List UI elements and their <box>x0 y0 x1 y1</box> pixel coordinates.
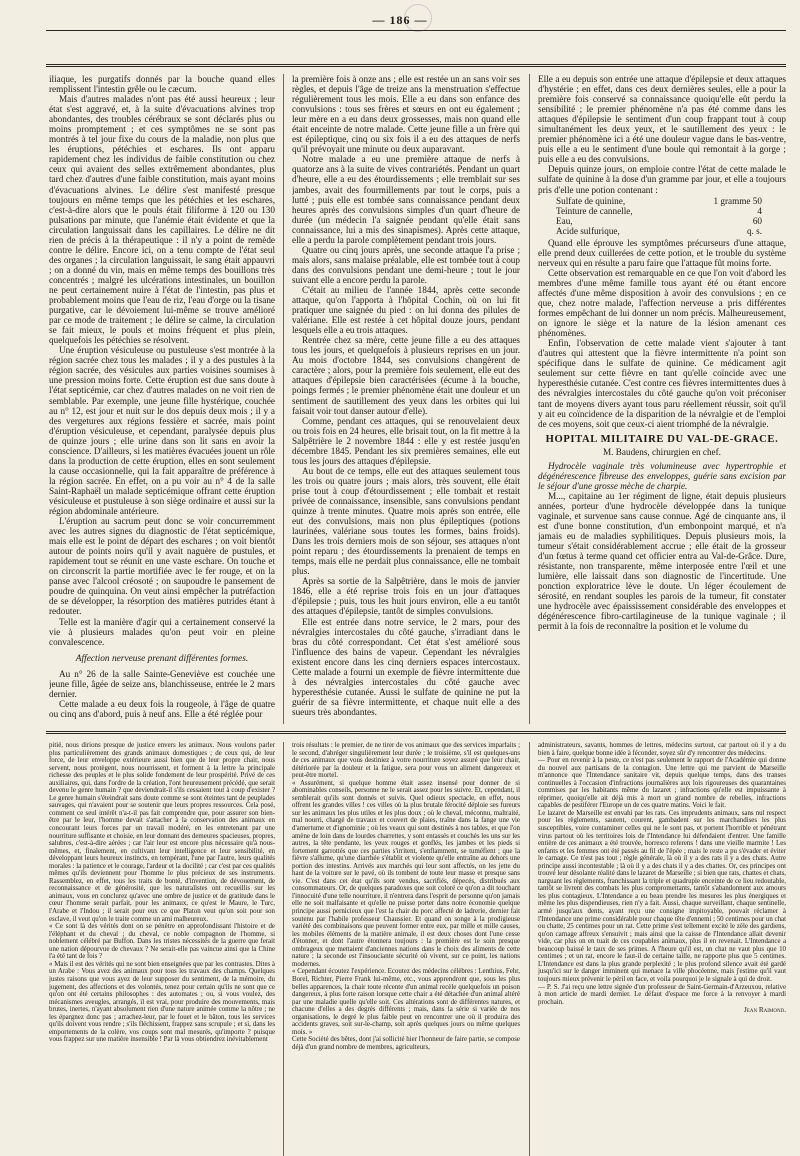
prescription-table <box>538 196 786 236</box>
column-separator <box>283 74 284 724</box>
paragraph: M..., capitaine au 1er régiment de ligne, était depuis plusieurs années, porteur d'une hydrocèle développée dans la tunique vaginale, et survenue sans cause connue. Agé de cinquante ans, il est d'une bonne constitution, d'un embonpoint marqué, et n'a jamais eu de maladies syphilitiques. Depuis plusieurs mois, la tumeur s'était considérablement accrue ; elle était de la grosseur d'un fœtus à terme quand cet officier entra au Val-de-Grâce. Dure, résistante, non transparente, même interposée entre l'œil et une lumière, elle laissait dans son diagnostic de l'incertitude. Une ponction exploratrice lève le doute. Un léger écoulement de sérosité, en rendant souples les parois de la tumeur, fit constater une hydrocèle avec épaississement considérable des enveloppes et dégénérescence fibro-cartilagineuse de la tunique vaginale ; il permit à la fois de reconnaître la position et le volume du <box>538 490 786 632</box>
quantity: q. s. <box>746 225 762 236</box>
paragraph: Rentrée chez sa mère, cette jeune fille a eu des attaques tous les jours, et quelquefois à plusieurs reprises en un jour. Au mois d'octobre 1844, ses convulsions changèrent de caractère ; alors, pour la première fois seulement, elle eut des attaques d'épilepsie bien caractérisées (écume à la bouche, poings fermés ; le premier phénomène était une douleur et un sentiment de sautillement des yeux dans les orbites qui lui faisait voir tout danser autour d'elle). <box>292 335 520 416</box>
feuilleton-text: pitié, nous dirions presque de justice envers les animaux. Nous voulons parler plus particulièrement des grands animaux domestiques ; de ceux qui, de leur force, de leur enveloppe extérieure aussi bien que de leur propre chair, nous servent, nous protègent, nous nourrissent, et forment à la lettre la principale richesse des peuples et le plus solide fondement de leur prospérité. Privé de ces auxiliaires, qui, dans l'ordre de la création, l'ont heureusement précédé, que serait devenu le genre humain ? que deviendrait-il s'ils cessaient tout à coup d'exister ? Le genre humain s'éteindrait sans doute comme se sont éteintes tant de peuplades sauvages, qui n'avaient pour se soutenir que leurs propres ressources. Cela posé, comment ce seul intérêt n'a-t-il pas fait comprendre que, pour assurer son bien-être par le leur, l'homme devait s'attacher à la conservation des animaux en concourant leurs forces par un travail modéré, en les entretenant par une nourriture suffisante et choisie, en leur donnant des demeures spacieuses, propres, salubres, c'est-à-dire aérées ; car l'air leur est encore plus nécessaire qu'à nous-mêmes, et, finalement, en cultivant leur intelligence et leur sensibilité, en développant leurs heureux instincts, en tempérant, l'une par l'autre, leurs qualités morales : la patience et le courage, l'ardeur et la docilité ; car c'est par ces qualités mêmes qu'ils deviennent pour l'homme le plus précieux de ses instruments. Rassemblez, en effet, tous les traits de bonté, d'invention, de dévouement, de reconnaissance et de générosité, que les naturalistes ont recueillis sur les animaux, vous en conclurez qu'avec une ombre de justice et de gratitude dans le cœur l'homme serait parfait, pour les animaux, ce qu'est le Maure, le Turc, l'Arabe et l'Indou ; il serait pour eux ce que Platon veut qu'on soit pour son esclave, il veut qu'on le traite comme un ami malheureux. « Ce sont là des vérités dont on se pénètre en approfondissant l'histoire et de l'éléphant et du cheval ; du cheval, ce noble compagnon de l'homme, si noblement célébré par Buffon. Dans les tristes nécessités de la guerre que ferait une nation dépourvue de chevaux ? Ne serait-elle pas vaincue ainsi que la Chine l'a été tant de fois ? « Mais il est des vérités qui ne sont bien enseignées que par les contrastes. Dites à un Arabe : Vous avez des animaux pour tous les travaux des champs. Quelques justes raisons que vous ayez de leur supposer du sentiment, de la mémoire, du jugement, des affections et des volontés, tenez pour certain qu'ils ne sont que ce qu'on ont été certains philosophes : des automates ; ou, si vous voulez, des mécanismes aveugles, arrangés, il est vrai, pour produire des mouvements, mais brutes, inertes, n'ayant absolument rien d'une nature animée comme la nôtre ; ne les épargnez donc pas ; arrachez-leur, par le fouet et le bâton, tous les services qu'ils doivent vous rendre ; s'ils fléchissent, frappez sans scrupule ; et si, dans les emportements de la colère, vos coups sont mal mesurés, qu'importe ? puisque vous frappez sur une matière insensible ! Par là vous obtiendrez inévitablement <box>49 742 275 1044</box>
prescription-row <box>538 216 786 226</box>
feuilleton-column-2 <box>292 742 520 1156</box>
column-1 <box>49 74 275 724</box>
ingredient: Teinture de cannelle, <box>556 205 633 216</box>
paragraph: Telle est la manière d'agir qui a certainement conservé la vie à plusieurs malades qu'on peut voir en pleine convalescence. <box>49 616 275 647</box>
paragraph: Quatre ou cinq jours après, une seconde attaque l'a prise ; mais alors, sans malaise préalable, elle est tombée tout à coup dans des convulsions pendant une demi-heure ; tout le jour suivant elle a encore perdu la parole. <box>292 244 520 285</box>
feuilleton-column-3 <box>538 742 786 1156</box>
section-title: Affection nerveuse prenant différentes formes. <box>75 653 249 664</box>
paragraph: Au bout de ce temps, elle eut des attaques seulement tous les trois ou quatre jours ; mais alors, très souvent, elle était prise tout à coup d'étourdissement ; elle tombait et restait privée de connaissance, insensible, sans convulsions pendant quinze à trente minutes. Quatre mois après son entrée, elle eut des convulsions, mais non plus épileptiques (potions laurinées, valériane sous toutes les formes, bains froids). Dans les trois derniers mois de son séjour, ses attaques n'ont point reparu ; des étourdissements la prenaient de temps en temps, mais elle ne perdait plus connaissance, elle ne tombait plus. <box>292 465 520 577</box>
column-separator <box>529 742 530 1156</box>
paragraph: Après sa sortie de la Salpêtrière, dans le mois de janvier 1846, elle a été reprise trois fois en un jour d'attaques d'épilepsie ; puis, tous les huit jours environ, elle a eu tantôt des attaques d'épilepsie, tantôt de simples convulsions. <box>292 576 520 617</box>
paragraph: la première fois à onze ans ; elle est restée un an sans voir ses règles, et depuis l'âge de treize ans la menstruation s'effectue régulièrement tous les mois. Elle a eu dans son enfance des convulsions : tous ses frères et sœurs en ont eu également ; leur mère en a eu dans deux grossesses, mais non quand elle était enceinte de notre malade. Cette jeune fille a un frère qui est épileptique, cinq ou six fois il a eu des attaques de nerfs qu'il prévoyait une minute ou deux auparavant. <box>292 74 520 155</box>
ingredient: Sulfate de quinine, <box>556 195 626 206</box>
feuilleton-rule <box>46 731 786 734</box>
feuilleton-text: administrateurs, savants, hommes de lettres, médecins surtout, car partout où il y a du bien à faire, quelque bonne idée à féconder, soyez sûr d'y rencontrer des médecins. — Pour en revenir à la peste, ce n'est pas seulement le rapport de l'Académie qui donne du nouvel aux partisans de la contagion. Une lettre qui me parvient de Marseille m'annonce que l'Intendance sanitaire vit, depuis quelque temps, dans des transes continuelles à l'occasion d'infractions journalières aux lois rigoureuses des quarantaines commises par les habitants même du lazaret ; infractions qu'elle est impuissante à réprimer, quoiqu'elle ait déjà mis à mort un grand nombre de rebelles, infractions capables de pestiférer l'Europe un de ces quatre matins. Voici le fait. Le lazaret de Marseille est envahi par les rats. Ces imprudents animaux, sans nul respect pour les règlements, sautent, courent, gambadent sur les marchandises les plus susceptibles, voire contaminer celles qui ne le sont pas, et portent l'horrible et pénétrant virus partout où les territoires lois de l'Intendance lui défendaient d'entrer. Une famille entière de ces animaux a été trouvée, horresco referens ! dans une vieille marmite ! Les enfants et les femmes ont été passés au fil de l'épée ; mais le reste a pu s'évader et éviter le carnage. Ce n'est pas tout ; règle générale, là où il y a des rats il y a des chats. Autre principe aussi incontestable ; là où il y a des chats il y a des chattes. Or, ces principes ont trouvé leur désolante réalité dans le lazaret de Marseille ; si bien que rats, chattes et chats, narguant les règlements, franchissant la triple et quadruple enceinte de ce lieu redoutable, tantôt se livrent des combats les plus compromettants, tantôt s'abandonnent aux amours les plus contagieux. L'Intendance a eu beau prendre les mesures les plus énergiques et même les plus dispendieuses, rien n'y a fait. Aussi, chaque surveillant, chaque sentinelle, armé jusqu'aux dents, ayant reçu une consigne impitoyable, pouvait réclamer à l'Intendance une prime considérable pour chaque tête d'ennemi ; 50 centimes pour un chat ou chatte, 25 centimes pour un rat. Cette prime s'est tellement excité le zèle des gardiens, qu'on carnage affreux s'ensuivit ; mais ainsi que la caisse de l'Intendance allait devenir vide, car plus on en tuait de ces coupables animaux, plus il en revenait. L'Intendance a beaucoup baissé le taux de ses primes. A l'heure qu'il est, un chat ne vaut plus que 10 centimes ; et un rat, encore le faut-il de certaine taille, ne rapporte plus que 5 centimes. L'Intendance est dans la plus grande perplexité ; le plus profond silence avait été gardé jusqu'ici sur le danger imminent qui menace la ville phocéenne, mais j'estime qu'il vaut toujours mieux prévenir le péril en face, et voila pourquoi je le signale à qui de droit. — P. S. J'ai reçu une lettre signée d'un professeur de Saint-Germain-d'Arzeuxou, relative à mon article de mardi dernier. Le défaut d'espace me force à la renvoyer à mardi prochain. <box>538 742 786 1006</box>
ingredient: Acide sulfurique, <box>556 225 620 236</box>
paragraph: Notre malade a eu une première attaque de nerfs à quatorze ans à la suite de vives contrariétés. Pendant un quart d'heure, elle a eu des étourdissements ; elle tremblait sur ses jambes, avait des fourmillements par tout le corps, puis a lutté ; puis elle est tombée sans connaissance pendant deux heures après des convulsions simples d'un quart d'heure de durée (un médecin l'a saignée pendant qu'elle était sans connaissance, lui a mis des sinapismes). Après cette attaque, elle a perdu la parole complètement pendant trois jours. <box>292 154 520 245</box>
paragraph: Comme, pendant ces attaques, qui se renouvelaient deux ou trois fois en 24 heures, elle brisait tout, on la fit mettre à la Salpêtrière le 2 novembre 1844 : elle y est restée jusqu'en décembre 1845. Pendant les six premières semaines, elle eut tous les jours des attaques d'épilepsie. <box>292 415 520 466</box>
quantity: 1 gramme 50 <box>713 195 762 206</box>
paragraph: Quand elle éprouve les symptômes précurseurs d'une attaque, elle prend deux cuillerées de cette potion, et le trouble du système nerveux qui en résulte a paru faire que l'attaque fût moins forte. <box>538 237 786 268</box>
paragraph: Elle a eu depuis son entrée une attaque d'épilepsie et deux attaques d'hystérie ; en effet, dans ces deux dernières seules, elle a pour la première fois conservé sa connaissance quoiqu'elle eût perdu la sensibilité ; le premier phénomène n'a pas été comme dans les attaques d'épilepsie le sentiment d'un coup frappant tout à coup simultanément les deux yeux, et le sautillement des yeux : le premier phénomène ici a été une douleur vague dans le bas-ventre, puis elle a eu le sentiment d'une boule qui remontait à la gorge ; puis elle a eu des convulsions. <box>538 74 786 165</box>
case-title: Hydrocèle vaginale très volumineuse avec hypertrophie et dégénérescence fibreuse des enveloppes, guérie sans excision par le séjour d'une grosse mèche de charpie. <box>538 460 786 491</box>
header-rule-top <box>46 30 786 31</box>
paragraph: Cette malade a eu deux fois la rougeole, à l'âge de quatre ou cinq ans d'abord, puis à neuf ans. Elle a été réglée pour <box>49 698 275 719</box>
header-rule-double <box>46 64 786 67</box>
author-line: M. Baudens, chirurgien en chef. <box>603 446 721 457</box>
paragraph: L'éruption au sacrum peut donc se voir concurremment avec les autres signes du diagnostic de l'état septicémique, mais elle est le point de départ des eschares ; on voit bientôt autour de points noirs qu'il y avait naguère de pustules, et rapidement tout se réunit en une vaste eschare. On touche et on circonscrit la partie mortifiée avec le fer rouge, et on la panse avec l'alcool créosoté ; on saupoudre le pansement de poudre de quinquina. On veut ainsi empêcher la putréfaction de se développer, la résorption des matières putrides étant à redouter. <box>49 516 275 617</box>
paragraph: Au n° 26 de la salle Sainte-Geneviève est couchée une jeune fille, âgée de seize ans, blanchisseuse, entrée le 2 mars dernier. <box>49 668 275 699</box>
paragraph: Enfin, l'observation de cette malade vient s'ajouter à tant d'autres qui attestent que la fièvre intermittente n'a point son spécifique dans le sulfate de quinine. Ce médicament agit seulement sur cette fièvre en tant qu'elle coïncide avec une hyperesthésie cutanée. C'est contre ces fièvres intermittentes dues à des névralgies intercostales du côté gauche qu'on voit préconiser tant de moyens divers ayant tous paru réellement réussir, soit qu'il y ait eu coïncidence de la disparition de la névralgie et de l'emploi de ces moyens, soit que ceux-ci aient triomphé de la névralgie. <box>538 338 786 429</box>
paragraph: iliaque, les purgatifs donnés par la bouche quand elles remplissent l'intestin grêle ou le cæcum. <box>49 74 275 95</box>
ingredient: Eau, <box>556 215 573 226</box>
quantity: 4 <box>757 205 762 216</box>
prescription-row <box>538 206 786 216</box>
paragraph: C'était au milieu de l'année 1844, après cette seconde attaque, qu'on l'apporta à l'hôpital Cochin, où on lui fit pratiquer une saignée du pied : on lui donna des pilules de valériane. Elle est restée à cet hôpital douze jours, pendant lesquels elle a eu trois attaques. <box>292 284 520 336</box>
feuilleton-column-1 <box>49 742 275 1156</box>
page-number: — 186 — <box>372 13 428 27</box>
column-3 <box>538 74 786 724</box>
hospital-heading: HOPITAL MILITAIRE DU VAL-DE-GRACE. <box>545 433 779 445</box>
prescription-row <box>538 226 786 236</box>
paragraph: Une éruption vésiculeuse ou pustuleuse s'est montrée à la région sacrée chez tous les malades ; il y a des pustules à la région sacrée, des vésicules aux parties voisines soumises à une pression moins forte. Cette éruption est due sans doute à l'état septicémie, car chez d'autres malades on ne voit rien de semblable. Par exemple, une jeune fille hystérique, couchée au n° 12, est jour et nuit sur le dos depuis deux mois ; il y a des vergetures aux régions fessière et sacrée, mais point d'éruption vésiculeuse, et cependant, paralysée depuis plus de quinze jours ; elle urine dans son lit sans en avoir la conscience. D'ailleurs, si les matières évacuées jouent un rôle dans la production de cette éruption, elles en sont seulement la cause occasionnelle, qui la fait apparaître de préférence à la région sacrée. En effet, on a pu voir au n° 4 de la salle Saint-Raphaël un malade septicémique offrant cette éruption vésiculeuse et pustuleuse à son siège ordinaire et aussi sur la région abdominale antérieure. <box>49 345 275 517</box>
column-2 <box>292 74 520 724</box>
signature: Jean Raimond. <box>743 1006 786 1015</box>
prescription-row <box>538 196 786 206</box>
column-separator <box>283 742 284 1156</box>
feuilleton-text: trois résultats : le premier, de ne tirer de vos animaux que des services imparfaits ; le second, d'abréger singulièrement leur durée ; le troisième, s'il est quelques-uns de ces animaux que vous destiniez à votre nourriture soyez assuré que leur chair, détériorée par la douleur et la fatigue, sera pour vous un aliment dangereux et peut-être mortel. « Assurément, si quelque homme était assez insensé pour donner de si abominables conseils, personne ne le serait assez pour les suivre. Et, cependant, il semblerait qu'ils sont donnés et suivis. Quel odieux spectacle, en effet, nous offrent les grandes villes ! ces villes où la plus brutale férocité déploie ses fureurs sur les animaux les plus utiles et les plus doux ; où le cheval, méconnu, maltraité, mal nourri, chargé de travaux et couvert de plaies, traîne dans la fange une vie d'amertume et d'ignominie ; où les veaux qui sont destinés à nos tables, et que l'on amène de loin dans de lourdes charrettes, y sont entassés et couchés les uns sur les autres, la tête pendante, les yeux rouges et gonflés, les jambes et les pieds si fortement garrottés que ces parties s'irritent, s'enflamment, se tuméfient ; que la fièvre s'allume, qu'une diarrhée s'établit et violente qu'elle entraîne au dehors une portion des intestins. Arrivés aux marchés qui leur sont affectés, on les jette du haut de la voiture sur le pavé, où ils tombent de toute leur masse et presque sans vie. C'est dans cet état qu'ils sont vendus, sacrifiés, dépecés, distribués aux consommateurs. Or, de quelques paradoxes que soit coloré ce qu'on a dit touchant l'innocuité d'une telle nourriture, il n'entrera dans l'esprit de personne qu'on jamais elle ne soit malfaisante et qu'elle ne puisse porter dans notre économie quelque principe aussi pernicieux que l'est la chair du porc affecté de ladrerie, dernier fait soutenu par l'habile professeur Chaussier. Et quand on songe à la prodigieuse variété des combinaisons que peuvent former entre eux, par mille et mille causes, les mobiles éléments de la matière animale, il est deux choses dont l'une cesse d'étonner, et dont l'autre étonnera toujours : la première est le soin presque ombrageux que mettaient d'anciennes nations dans le choix des aliments de cette nature ; la seconde est l'insouciante sécurité où vivent, sur ce point, les nations modernes. « Cependant écoutez l'expérience. Ecoutez des médecins célèbres : Lenthius, Fehr, Borel, Richter, Pierre Frank lui-même, etc., vous apprendront que, sous les plus belles apparences, la chair toute récente d'un animal recèle quelquefois un poison dangereux, à plus forte raison lorsque cette chair a été détachée d'un animal altéré par une maladie quelle qu'elle soit. Ces altérations sont de différentes natures, et chacune d'elles a des degrés différents ; mais, dans la série si variée de nos organisations, le degré le plus faible peut en rencontrer une où il produira des accidents graves, soit sur-le-champ, soit après quelques jours ou même quelques mois. » Cette Société des bêtes, dont j'ai sollicité hier l'honneur de faire partie, se compose déjà d'un grand nombre de membres, agriculteurs, <box>292 742 520 1051</box>
paragraph: Cette observation est remarquable en ce que l'on voit d'abord les membres d'une même famille tous ayant été ou étant encore affectés d'une même disposition à avoir des convulsions ; en ce que, chez notre malade, l'affection nerveuse a pris différentes formes empêchant de lui donner un nom précis. Malheureusement, on ignore le siège et la nature de la lésion amenant ces phénomènes. <box>538 267 786 339</box>
paragraph: Depuis quinze jours, on emploie contre l'état de cette malade le sulfate de quinine à la dose d'un gramme par jour, et elle a toujours pris d'elle une potion contenant : <box>538 164 786 195</box>
paragraph: Elle est entrée dans notre service, le 2 mars, pour des névralgies intercostales du côté gauche, s'irradiant dans le bras du côté correspondant. Cet état s'est amélioré sous l'influence des bains de vapeur. Cependant les névralgies existent encore dans les cinq derniers espaces intercostaux. Cette malade a fourni un exemple de fièvre intermittente due à des névralgies intercostales du côté gauche avec hyperesthésie cutanée. Aussi le sulfate de quinine ne put la guérir de sa fièvre intermittente, et chaque nuit elle a des sueurs très abondantes. <box>292 616 520 717</box>
paragraph: Mais d'autres malades n'ont pas été aussi heureux ; leur état s'est aggravé, et, à la suite d'évacuations alvines trop abondantes, des troubles cérébraux se sont déclarés plus ou moins promptement ; et ces symptômes ne se sont pas montrés à tel jour fixe du cours de la maladie, non plus que les éruptions, pétéchies et eschares. Ils ont apparu rapidement chez les individus de faible constitution ou chez ceux qui avaient des selles extrêmement abondantes, plus tard chez d'autres d'une faible constitution, mais ayant moins d'évacuations alvines. Le délire s'est manifesté presque toujours en même temps que les pétéchies et les eschares, c'est-à-dire alors que le pouls était filiforme à 120 ou 130 pulsations par minute, que l'anémie était évidente et que la circulation languissait dans les capillaires. Le délire ne dit rien de précis à la thérapeutique : il n'y a point de remède contre le délire. Encore ici, on a tenu compte de l'état seul des organes ; la circulation languissait, le sang était appauvri ; on a donné du vin, mais en même temps des bouillons très concentrés ; malgré les ulcérations intestinales, un bouillon ne peut certainement nuire à l'état de l'intestin, pas plus et probablement moins que l'eau de riz, l'eau d'orge ou la tisane purgative, car le dévoiement lui-même se trouve amélioré par ce mode de traitement ; le délire se calme, la circulation se fait mieux, le pouls et moins fréquent et plus plein, quelquefois les pétéchies se résolvent. <box>49 94 275 346</box>
quantity: 60 <box>752 215 762 226</box>
column-separator <box>529 74 530 724</box>
